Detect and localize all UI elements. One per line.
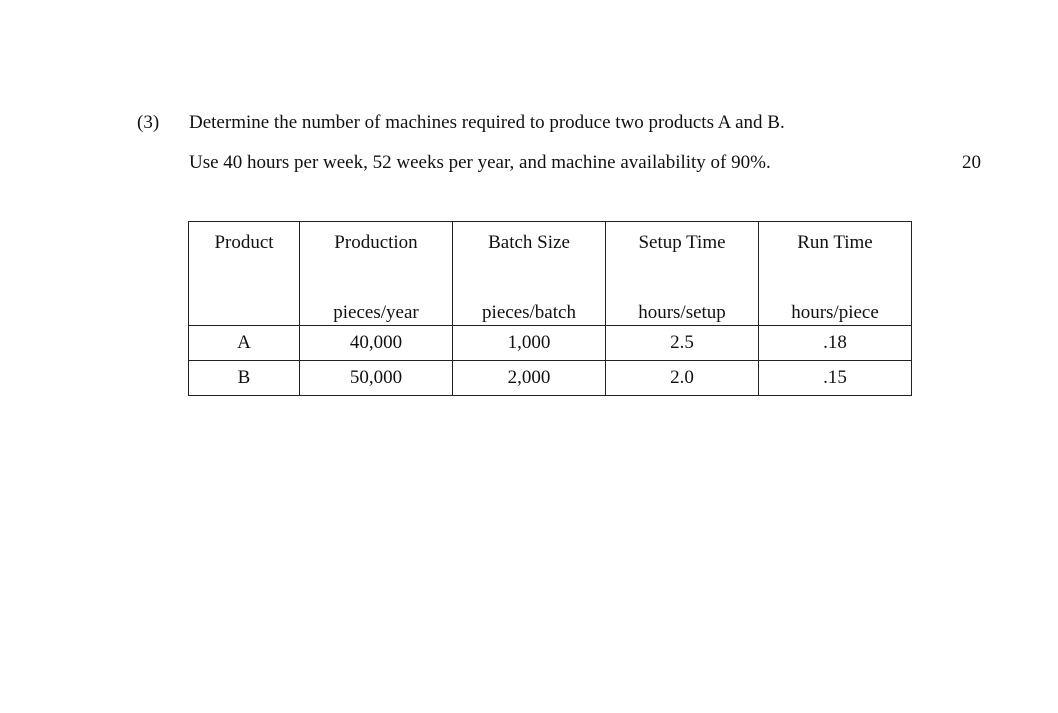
question-number: (3) <box>137 112 160 133</box>
column-unit: hours/piece <box>791 302 879 323</box>
table-cell-production: 50,000 <box>300 361 453 396</box>
column-header-run-time <box>759 222 912 326</box>
column-unit: pieces/year <box>333 302 419 323</box>
column-header-product <box>189 222 300 326</box>
table-row <box>189 326 912 361</box>
column-header-batch-size <box>453 222 606 326</box>
question-text-line-2: Use 40 hours per week, 52 weeks per year, and machine availability of 90%. <box>189 152 771 173</box>
column-unit: pieces/batch <box>482 302 576 323</box>
table-cell-batch-size: 1,000 <box>453 326 606 361</box>
column-title: Batch Size <box>488 232 570 253</box>
table-row <box>189 361 912 396</box>
column-header-setup-time <box>606 222 759 326</box>
table-cell-setup-time: 2.5 <box>606 326 759 361</box>
table-cell-production: 40,000 <box>300 326 453 361</box>
column-header-production <box>300 222 453 326</box>
table-cell-product: A <box>189 326 300 361</box>
machine-requirements-table <box>188 221 912 396</box>
question-text-line-1: Determine the number of machines required to produce two products A and B. <box>189 112 785 133</box>
table-cell-setup-time: 2.0 <box>606 361 759 396</box>
column-title: Setup Time <box>638 232 726 253</box>
column-title: Run Time <box>797 232 873 253</box>
table-cell-batch-size: 2,000 <box>453 361 606 396</box>
column-unit: hours/setup <box>638 302 726 323</box>
table-header-row <box>189 222 912 326</box>
column-title: Product <box>214 232 274 253</box>
table-cell-product: B <box>189 361 300 396</box>
column-title: Production <box>334 232 418 253</box>
table-cell-run-time: .15 <box>759 361 912 396</box>
question-points: 20 <box>962 152 981 173</box>
table-cell-run-time: .18 <box>759 326 912 361</box>
